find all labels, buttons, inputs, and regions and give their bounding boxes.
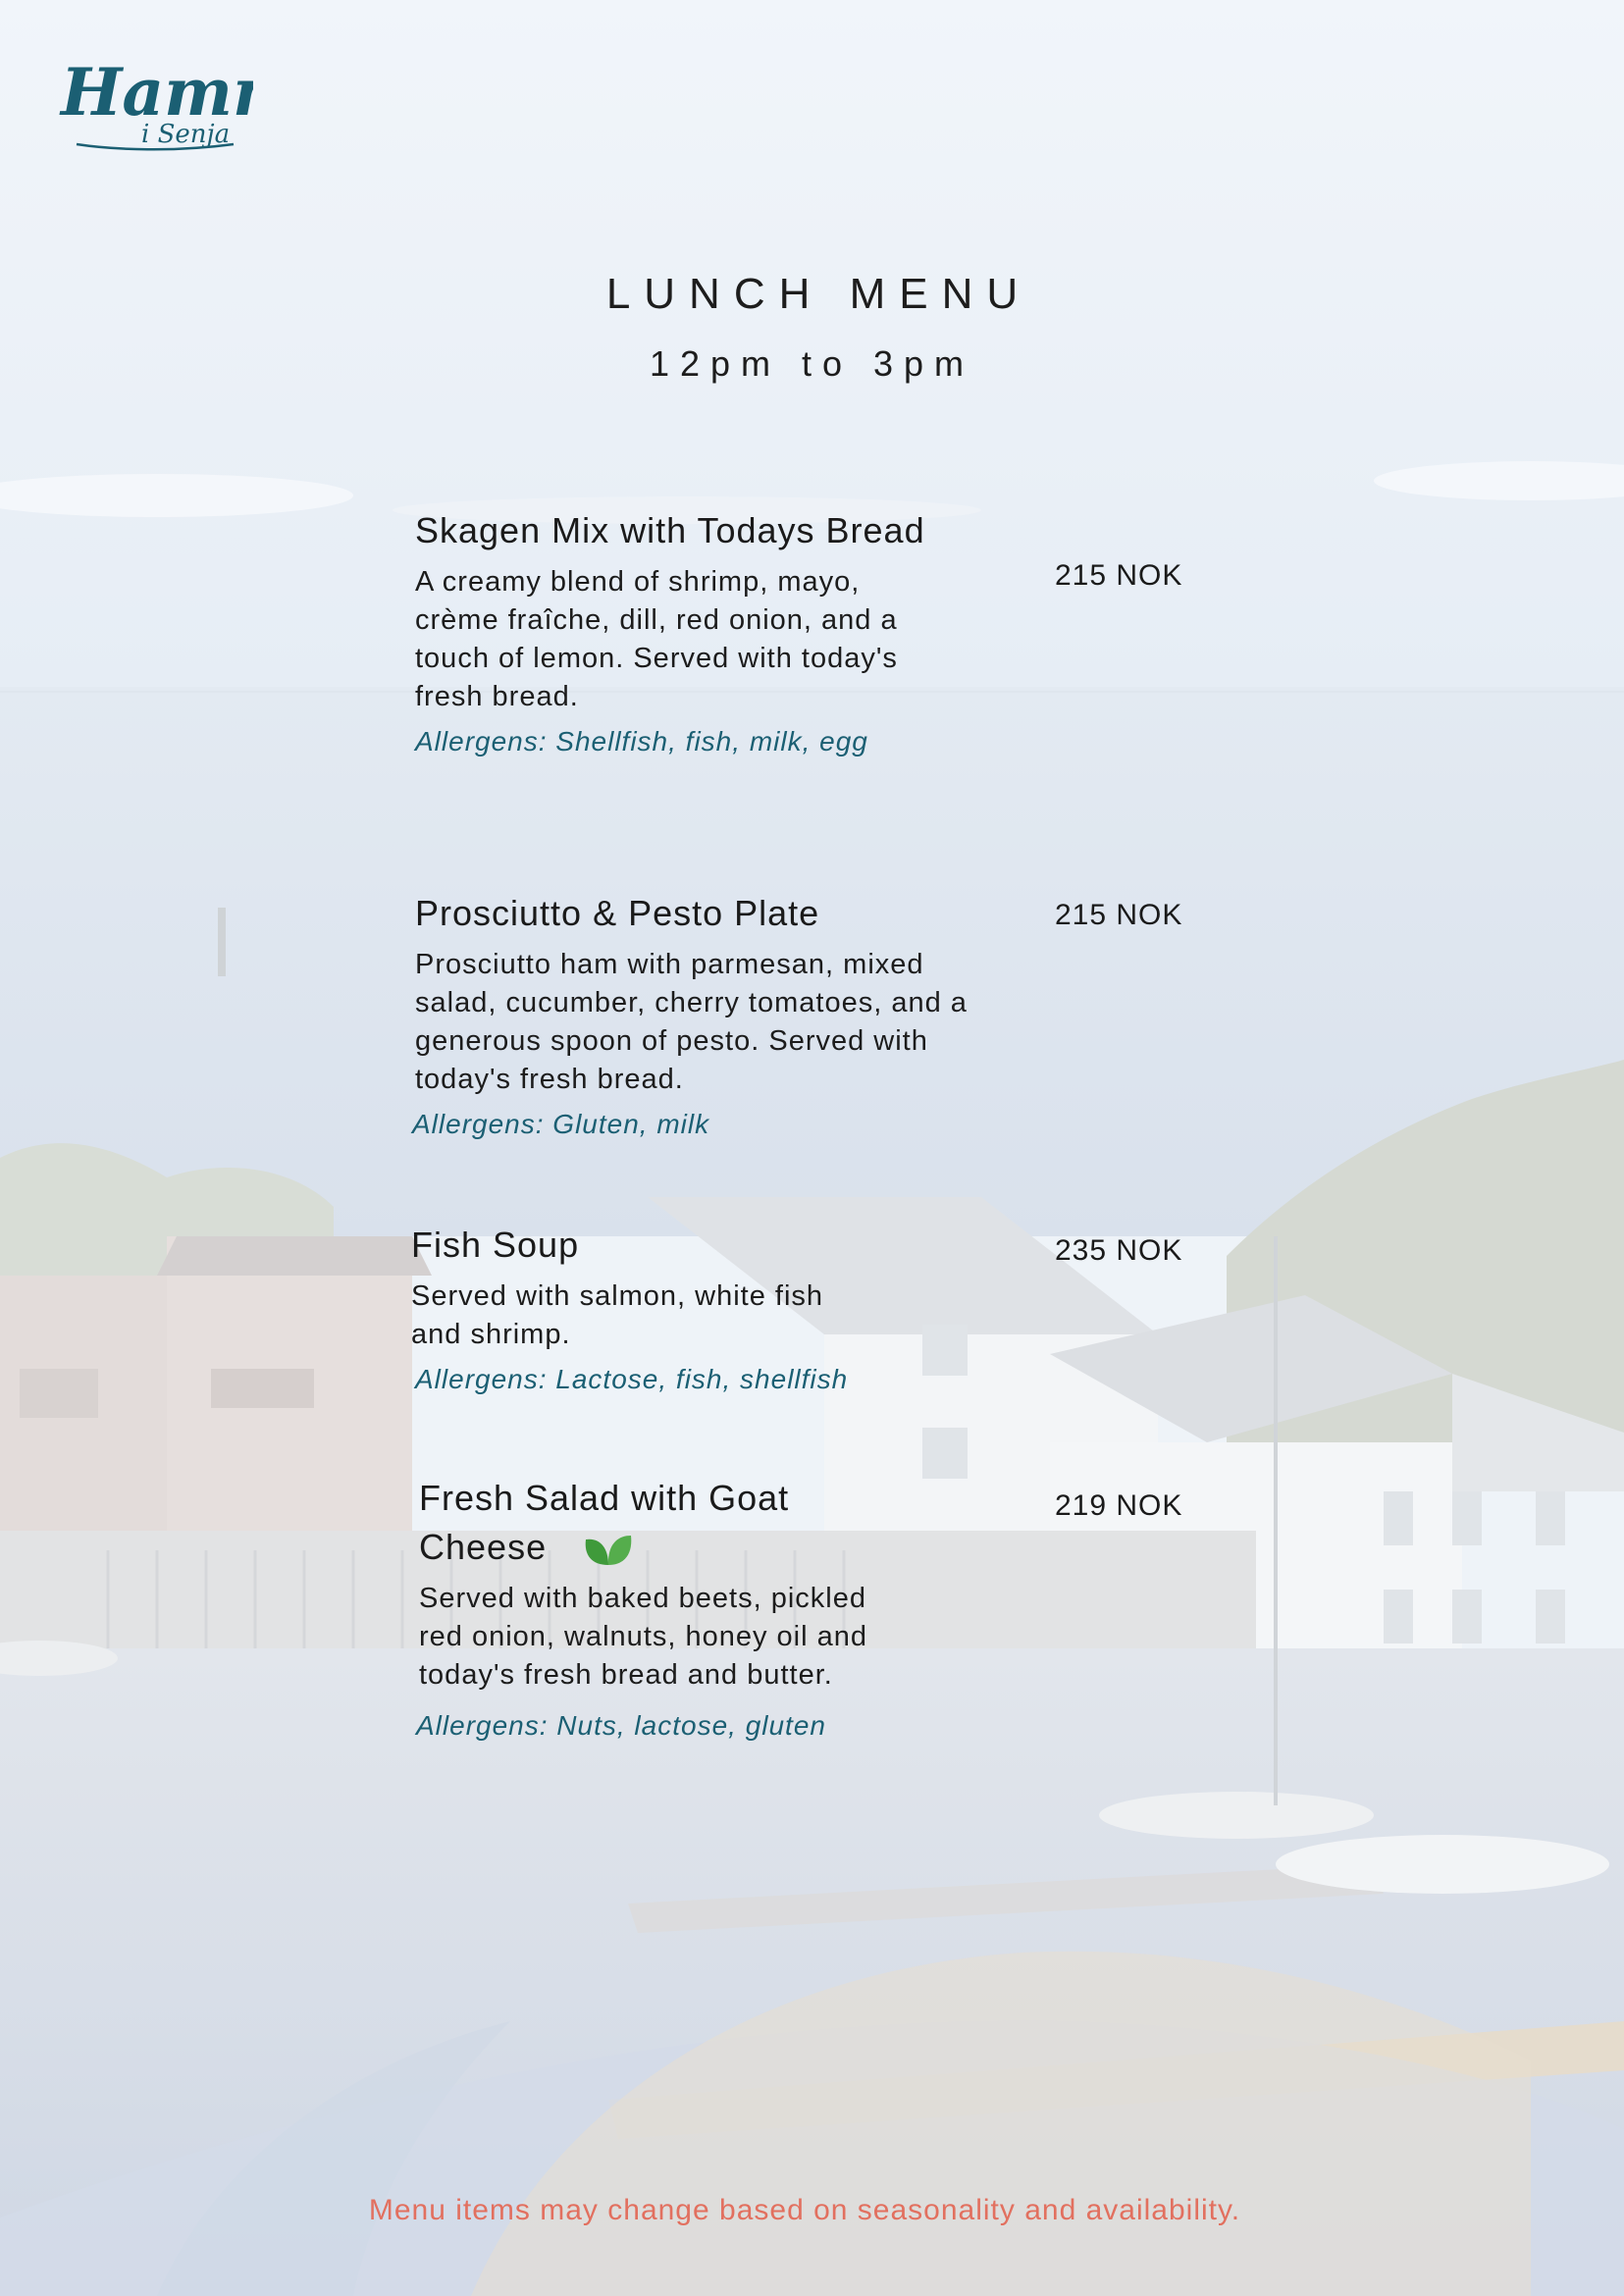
item-name: Prosciutto & Pesto Plate <box>415 893 820 933</box>
item-description: A creamy blend of shrimp, mayo, crème fraîche, dill, red onion, and a touch of lemon. Served with today's fresh bread. <box>415 566 898 712</box>
item-description: Prosciutto ham with parmesan, mixed salad, cucumber, cherry tomatoes, and a generous spoon of pesto. Served with today's fresh bread. <box>415 949 968 1095</box>
menu-hours: 12pm to 3pm <box>649 343 975 384</box>
logo-subtitle: i Senja <box>141 120 231 149</box>
menu-item-fish-soup <box>411 1221 872 1395</box>
item-description: Served with salmon, white fish and shrimp. <box>411 1280 824 1350</box>
menu-item-prosciutto-pesto <box>412 889 989 1140</box>
item-price: 235 NOK <box>1055 1234 1183 1267</box>
item-price: 219 NOK <box>1055 1489 1183 1522</box>
item-price: 215 NOK <box>1055 559 1183 592</box>
item-allergens: Allergens: Shellfish, fish, milk, egg <box>415 726 868 757</box>
item-price: 215 NOK <box>1055 899 1183 931</box>
item-allergens: Allergens: Lactose, fish, shellfish <box>415 1364 849 1394</box>
seasonality-note: Menu items may change based on seasonality and availability. <box>368 2194 1241 2226</box>
hamn-logo <box>57 54 253 162</box>
logo-wordmark: Ham <box>61 54 233 130</box>
item-description: Served with baked beets, pickled red onion, walnuts, honey oil and today's fresh bread and butter. <box>419 1583 868 1691</box>
item-allergens: Allergens: Gluten, milk <box>412 1109 710 1139</box>
menu-item-skagen-mix <box>415 506 925 757</box>
item-name: Skagen Mix with Todays Bread <box>415 510 925 550</box>
menu-item-fresh-salad <box>416 1474 910 1742</box>
item-name: Fish Soup <box>411 1225 580 1265</box>
vegetarian-leaf-icon <box>582 1532 635 1567</box>
item-name-text: Fresh Salad with Goat Cheese <box>419 1478 790 1567</box>
menu-title: LUNCH MENU <box>605 270 1032 318</box>
item-name <box>419 1474 831 1572</box>
item-allergens: Allergens: Nuts, lactose, gluten <box>416 1710 826 1741</box>
